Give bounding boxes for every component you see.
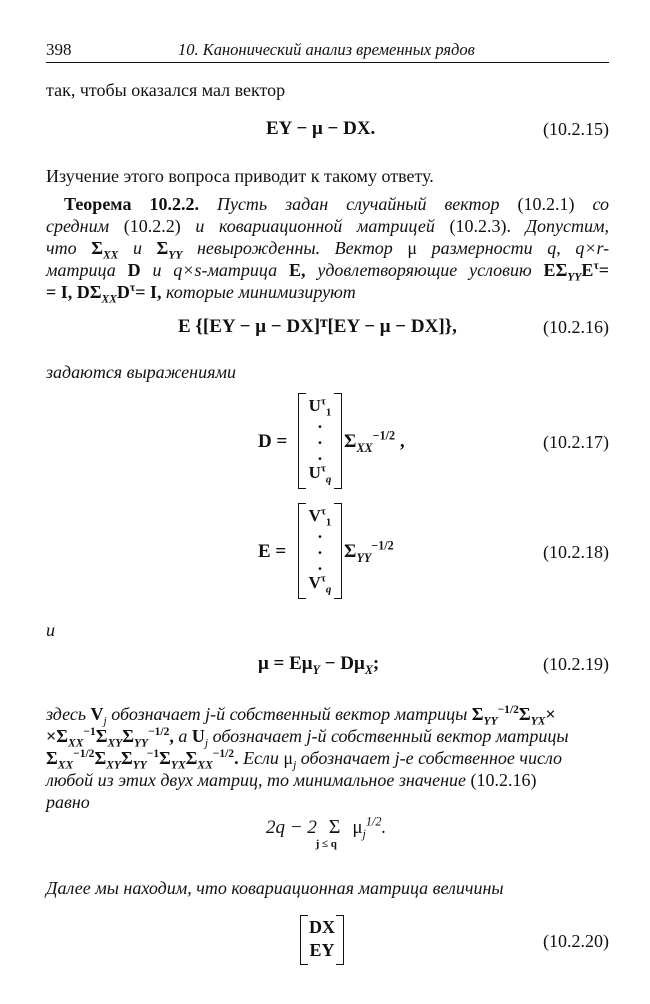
matrix-V xyxy=(298,503,342,599)
theorem-text: что xyxy=(46,238,77,258)
matrix-D: D xyxy=(76,282,90,302)
theorem-text: Допустим, xyxy=(525,216,610,236)
subscript: YY xyxy=(567,271,582,284)
matrix-D: D xyxy=(116,282,130,302)
equation-number-10-2-15: (10.2.15) xyxy=(543,119,609,139)
theorem-text: и xyxy=(152,260,162,280)
subscript: YY xyxy=(168,249,183,262)
theorem-ref: (10.2.1) xyxy=(517,194,575,214)
equation-10-2-16: E {[EY − μ − DX]ᵀ[EY − μ − DX]}, xyxy=(178,316,457,337)
equation-number-10-2-19: (10.2.19) xyxy=(543,654,609,674)
matrix-cell-top: DX xyxy=(309,917,335,937)
theorem-text: и ковариационной матрицей xyxy=(195,216,435,236)
equals-sign: = xyxy=(598,260,610,280)
and-word: и xyxy=(46,620,55,640)
equation-10-2-15: EY − μ − DX. xyxy=(266,118,376,139)
matrix-cell-top: $U^\tau_1$ xyxy=(308,395,332,419)
sigma-symbol: Σ xyxy=(344,541,357,562)
mu-symbol: μ xyxy=(407,238,418,258)
theorem-text: которые минимизируют xyxy=(166,282,356,302)
subscript: YY xyxy=(356,550,372,565)
matrix-dot: · xyxy=(317,433,323,452)
equation-10-2-19: $\mu = E\mu_Y - D\mu_X$; xyxy=(258,653,380,677)
identity-condition: = I, xyxy=(46,282,73,302)
matrix-cell-bottom: $V^\tau_q$ xyxy=(308,572,332,596)
sigma-symbol: Σ xyxy=(344,431,357,452)
sigma-symbol: Σ xyxy=(156,238,169,258)
sigma-symbol: Σ xyxy=(89,282,102,302)
theorem-ref: (10.2.3). xyxy=(449,216,511,236)
matrix-E: E xyxy=(543,260,556,280)
matrix-dot: · xyxy=(317,527,323,546)
minimum-value-equation: 2q − 2 Σ j ≤ q $\mu_j^{1/2}$. xyxy=(266,814,387,850)
theorem-text: Пусть задан случайный вектор xyxy=(216,194,500,214)
theorem-text: со xyxy=(592,194,610,214)
matrix-dot: · xyxy=(317,559,323,578)
theorem-line-2 xyxy=(46,216,609,237)
para-line-5: равно xyxy=(46,792,90,812)
theorem-line-5 xyxy=(46,282,356,306)
theorem-text: матрица xyxy=(46,260,116,280)
matrix-cell-top: $V^\tau_1$ xyxy=(308,505,332,529)
theorem-text: q×r- xyxy=(575,238,610,258)
page-number: 398 xyxy=(46,40,72,59)
matrix-E: E, xyxy=(289,260,306,280)
theorem-text: средним xyxy=(46,216,110,236)
theorem-text: удовлетворяющие условию xyxy=(317,260,532,280)
superscript: −1/2 xyxy=(372,428,396,443)
para-line-3: $\Sigma_{XX}^{-1/2}\Sigma_{XY}\Sigma_{YY}^{-1}\Sigma_{YX}\Sigma_{XX}^{-1/2}$. Если $\mu_j$ обозначает j-е собственное число xyxy=(46,748,563,772)
superscript: τ xyxy=(129,282,136,294)
para-line-4: любой из этих двух матриц, то минимальное значение (10.2.16) xyxy=(46,770,537,790)
equation-number-10-2-18: (10.2.18) xyxy=(543,542,609,562)
intro-line-1: так, чтобы оказался мал вектор xyxy=(46,80,286,100)
matrix-cell-bottom: EY xyxy=(309,940,335,960)
theorem-line-3 xyxy=(46,238,610,262)
matrix-dot: · xyxy=(317,417,323,436)
sigma-symbol: Σ xyxy=(555,260,568,280)
matrix-cell-bottom: $U^\tau_q$ xyxy=(308,462,332,486)
page-header xyxy=(46,38,609,63)
para-line-1: здесь $V_j$ обозначает j-й собственный вектор матрицы $\Sigma_{YY}^{-1/2}\Sigma_{YX}\times$ xyxy=(46,704,556,728)
equation-number-10-2-20: (10.2.20) xyxy=(543,931,609,951)
theorem-line-4 xyxy=(46,260,610,284)
equation-10-2-18-lhs: E = xyxy=(258,541,287,562)
superscript: τ xyxy=(593,260,599,272)
matrix-dot: · xyxy=(317,449,323,468)
theorem-text: невырожденны. Вектор xyxy=(196,238,393,258)
superscript: −1/2 xyxy=(371,538,394,553)
comma: , xyxy=(399,431,405,452)
sigma-xx-factor xyxy=(344,428,405,455)
matrix-E: E xyxy=(581,260,594,280)
matrix-U xyxy=(298,393,342,489)
theorem-text: и xyxy=(132,238,142,258)
given-by-line: задаются выражениями xyxy=(46,362,236,382)
theorem-line-1 xyxy=(46,194,609,215)
subscript: XX xyxy=(101,293,117,306)
intro-line-2: Изучение этого вопроса приводит к такому ответу. xyxy=(46,166,434,186)
theorem-label: Теорема 10.2.2. xyxy=(64,194,199,214)
equation-10-2-17-lhs: D = xyxy=(258,431,288,452)
matrix-D: D xyxy=(127,260,141,280)
subscript: XX xyxy=(356,440,373,455)
final-line: Далее мы находим, что ковариационная матрица величины xyxy=(46,878,504,898)
sigma-symbol: Σ xyxy=(91,238,103,258)
theorem-ref: (10.2.2) xyxy=(123,216,181,236)
running-title: 10. Канонический анализ временных рядов xyxy=(178,40,475,59)
identity-condition: = I, xyxy=(135,282,162,302)
sigma-yy-factor xyxy=(344,538,394,565)
subscript: XX xyxy=(102,249,119,262)
equation-number-10-2-16: (10.2.16) xyxy=(543,317,609,337)
para-line-2: $\times\Sigma_{XX}^{-1}\Sigma_{XY}\Sigma_{YY}^{-1/2}$, а $U_j$ обозначает j-й собственный вектор матрицы xyxy=(46,726,569,750)
matrix-DX-EY xyxy=(300,915,344,965)
theorem-text: размерности xyxy=(431,238,533,258)
equation-number-10-2-17: (10.2.17) xyxy=(543,432,609,452)
theorem-text: q×s-матрица xyxy=(173,260,278,280)
theorem-text: q, xyxy=(547,238,561,258)
matrix-dot: · xyxy=(317,543,323,562)
